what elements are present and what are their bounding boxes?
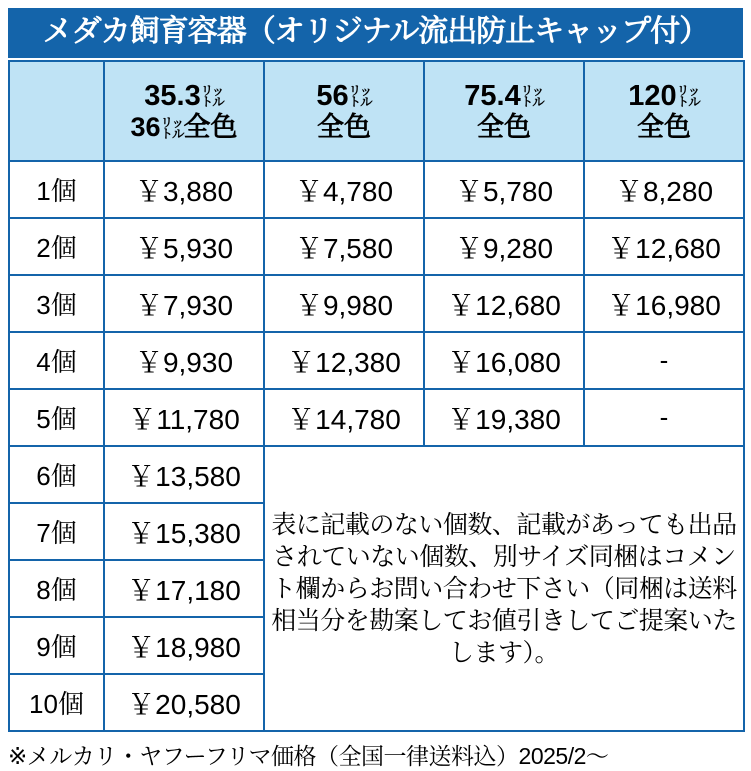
price-cell: ￥14,780 <box>264 389 424 446</box>
price-table <box>8 60 745 732</box>
col4-color: 全色 <box>637 112 691 143</box>
price-cell: ￥9,930 <box>104 332 264 389</box>
col1-sub-size: 36 <box>130 112 161 143</box>
note-box <box>264 446 744 731</box>
price-cell: ￥19,380 <box>424 389 584 446</box>
price-cell: ￥7,580 <box>264 218 424 275</box>
price-cell: - <box>584 389 744 446</box>
col2-unit: リッ トル <box>348 83 372 109</box>
table-row <box>9 389 744 446</box>
col4-unit: リッ トル <box>676 83 700 109</box>
price-cell: ￥16,080 <box>424 332 584 389</box>
col1-size: 35.3 <box>144 79 201 112</box>
price-cell: - <box>584 332 744 389</box>
price-cell: ￥20,580 <box>104 674 264 731</box>
price-cell: ￥13,580 <box>104 446 264 503</box>
price-cell: ￥9,280 <box>424 218 584 275</box>
footer-note: ※メルカリ・ヤフーフリマ価格（全国一律送料込）2025/2〜 <box>8 743 609 769</box>
col3-color: 全色 <box>477 112 531 143</box>
price-cell: ￥12,380 <box>264 332 424 389</box>
note-text: 表に記載のない個数、記載があっても出品されていない個数、別サイズ同梱はコメント欄からお問い合わせ下さい（同梱は送料相当分を勘案してお値引きしてご提案いたします）。 <box>271 510 737 667</box>
table-header-row <box>9 61 744 161</box>
col1-color: 全色 <box>183 112 238 143</box>
price-cell: ￥5,930 <box>104 218 264 275</box>
price-cell: ￥3,880 <box>104 161 264 218</box>
table-row <box>9 218 744 275</box>
row-qty: 7個 <box>9 503 104 560</box>
row-qty: 4個 <box>9 332 104 389</box>
price-cell: ￥5,780 <box>424 161 584 218</box>
row-qty: 3個 <box>9 275 104 332</box>
price-cell: ￥16,980 <box>584 275 744 332</box>
col2-color: 全色 <box>317 112 371 143</box>
price-cell: ￥7,930 <box>104 275 264 332</box>
table-row <box>9 332 744 389</box>
column-header-2 <box>264 61 424 161</box>
row-qty: 6個 <box>9 446 104 503</box>
price-cell: ￥8,280 <box>584 161 744 218</box>
page-title: メダカ飼育容器（オリジナル流出防止キャップ付） <box>8 8 743 58</box>
price-cell: ￥15,380 <box>104 503 264 560</box>
col4-size: 120 <box>628 79 677 112</box>
row-qty: 9個 <box>9 617 104 674</box>
col1-unit: リッ トル <box>200 83 224 109</box>
col3-unit: リッ トル <box>520 83 544 109</box>
row-qty: 5個 <box>9 389 104 446</box>
row-qty: 8個 <box>9 560 104 617</box>
col1-sub-unit: リッ トル <box>160 115 184 141</box>
col3-size: 75.4 <box>464 79 521 112</box>
table-row <box>9 161 744 218</box>
table-corner-cell <box>9 61 104 161</box>
column-header-3 <box>424 61 584 161</box>
row-qty: 10個 <box>9 674 104 731</box>
price-cell: ￥12,680 <box>584 218 744 275</box>
price-cell: ￥18,980 <box>104 617 264 674</box>
table-row <box>9 446 744 503</box>
column-header-1 <box>104 61 264 161</box>
price-cell: ￥12,680 <box>424 275 584 332</box>
row-qty: 1個 <box>9 161 104 218</box>
table-row <box>9 275 744 332</box>
column-header-4 <box>584 61 744 161</box>
price-cell: ￥4,780 <box>264 161 424 218</box>
col2-size: 56 <box>316 79 349 112</box>
price-cell: ￥11,780 <box>104 389 264 446</box>
row-qty: 2個 <box>9 218 104 275</box>
price-cell: ￥17,180 <box>104 560 264 617</box>
price-cell: ￥9,980 <box>264 275 424 332</box>
